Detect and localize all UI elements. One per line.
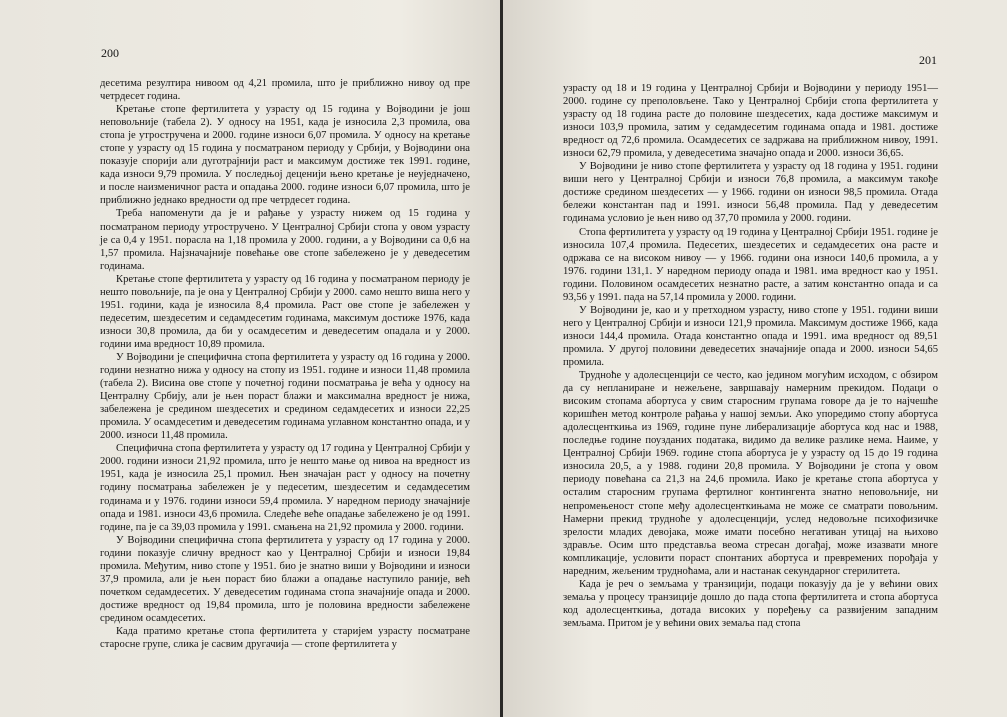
right-page-body	[563, 82, 938, 630]
left-page-body	[100, 77, 470, 651]
paragraph: У Војводини је специфична стопа фертилитета у узрасту од 16 година у 2000. години незнатно нижа у односу на стопу из 1951. године и износи 11,48 промила (табела 2). Висина ове стопе у почетној години посматрања је већа у односу на Централну Србију, али је њен пораст блажи и максимална вредност је нижа, забележена је средином шездесетих и средином седамдесетих и износи 22,25 промила. У осамдесетим и деведесетим годинама углавном константно опада, и у 2000. износи 11,48 промила.	[100, 351, 470, 442]
paragraph: Када пратимо кретање стопа фертилитета у старијем узрасту посматране старосне групе, слика је сасвим другачија — стопе фертилитета у	[100, 625, 470, 651]
paragraph: Трудноће у адолесценцији се често, као једином могућим исходом, с обзиром да су непланиране и нежељене, завршавају намерним прекидом. Подаци о високим стопама абортуса у свим старосним групама говоре да је то најчешће коришћен метод контроле рађања у нашој земљи. Ако упоредимо стопу абортуса адолесценткиња из 1969, године пуне либерализације абортуса код нас и 1988, последње године поузданих података, видимо да велике разлике нема. Наиме, у Централној Србији 1969. године стопа абортуса је у узрасту од 15 до 19 година износила 20,5, а у 1988. години 20,8 промила. У Војводини је стопа у овом периоду повећана са 21,3 на 24,6 промила. Иако је кретање стопа абортуса у осталим старосним групама фертилног контингента знатно неповољније, ни непромењеност стопе међу адолесценткињама не може се сматрати повољним. Намерни прекид трудноће у адолесценцији, услед недовољне психофизичке зрелости младих девојака, може имати посебно негативан утицај на њихово здравље. Осим што представља веома стресан догађај, може изазвати многе компликације, условити пораст спонтаних абортуса и превремених порођаја у наредним, жељеним трудноћама, али и настанак секундарног стерилитета.	[563, 370, 938, 577]
paragraph: десетима резултира нивоом од 4,21 промила, што је приближно нивоу од пре четрдесет година.	[100, 78, 470, 103]
page-number-left: 200	[101, 46, 119, 60]
page-number-right: 201	[919, 53, 937, 67]
paragraph: У Војводини специфична стопа фертилитета у узрасту од 17 година у 2000. години показује сличну вредност као у Централној Србији и износи 19,84 промила. Међутим, ниво стопе у 1951. био је знатно виши у Војводини и износи 37,9 промила, али је њен пораст био блажи а опадање наступило раније, већ почетком седамдесетих. У деведесетим годинама стопа значајније опада и 2000. достиже вредност од 19,84 промила, што је половина вредности забележене средином осамдесетих.	[100, 534, 470, 624]
paragraph: Када је реч о земљама у транзицији, подаци показују да је у већини ових земаља у процесу транзиције дошло до пада стопа фертилитета и стопа абортуса код адолесценткиња, дотада високих у поређењу са развијеним западним земљама. Притом је у већини ових земаља пад стопа	[563, 578, 938, 629]
paragraph: Стопа фертилитета у узрасту од 19 година у Централној Србији 1951. године је износила 107,4 промила. Педесетих, шездесетих и седамдесетих она расте и одржава се на високом нивоу — у 1966. години она износи 140,6 промила, а у 1976. години 131,1. У наредном периоду опада и 1981. има вредност као у 1951. години. Половином осамдесетих незнатно расте, а затим константно опада и са 93,56 у 1991. пада на 57,14 промила у 2000. години.	[563, 226, 938, 303]
paragraph: Треба напоменути да је и рађање у узрасту нижем од 15 година у посматраном периоду утростручено. У Централној Србији стопа у овом узрасту је са 0,4 у 1951. порасла на 1,18 промила у 2000. години, а у Војводини са 0,6 на 1,57 промила. Најзначајније повећање ове стопе забележено је у деведесетим годинама.	[100, 208, 470, 272]
left-page	[0, 0, 500, 717]
paragraph: Специфична стопа фертилитета у узрасту од 17 година у Централној Србији у 2000. години износи 21,92 промила, што је нешто мање од нивоа на вредност из 1951, када је износила 25,1 промил. Њен значајан раст у односу на почетну годину посматрања забележен је у педесетим, шездесетим и седамдесетим годинама и у 1976. години износи 59,4 промила. У наредном периоду значајније опада и 1981. износи 43,6 промила. Следеће веће опадање забележено је од 1991. године, па је са 39,03 промила у 1991. смањена на 21,92 промила у 2000. години.	[100, 443, 470, 533]
paragraph: У Војводини је, као и у претходном узрасту, ниво стопе у 1951. години виши него у Централној Србији и износи 121,9 промила. Максимум достиже 1966, када износи 144,4 промила. Отада константно опада и 1991. има вредност од 89,51 промила. У другој половини деведесетих значајније опада и 2000. износи 54,65 промила.	[563, 304, 938, 368]
paragraph: узрасту од 18 и 19 година у Централној Србији и Војводини у периоду 1951—2000. године су преполовљене. Тако у Централној Србији стопа фертилитета у узрасту од 18 година расте до половине шездесетих, када достиже максимум и износи 103,9 промила, затим у седамдесетим годинама опада и 1981. достиже вредност од 72,6 промила. Осамдесетих се задржава на приближном нивоу, 1991. износи 62,79 промила, у деведесетима значајно опада и 2000. износи 36,65.	[563, 83, 938, 160]
right-page	[503, 0, 1007, 717]
paragraph: Кретање стопе фертилитета у узрасту од 16 година у посматраном периоду је нешто повољније, па је она у Централној Србији у 2000. само нешто виша него у 1951. години, када је износила 8,4 промила. Раст ове стопе је забележен у педесетим, шездесетим и седамдесетим годинама, максимум достиже 1976, када износи 30,8 промила, да би у осамдесетим и деведесетим опадала и у 2000. години има вредност 10,89 промила.	[100, 273, 470, 350]
paragraph: У Војводини је ниво стопе фертилитета у узрасту од 18 година у 1951. години виши него у Централној Србији и износи 76,8 промила, а максимум такође достиже средином шездесетих — у 1966. години он износи 98,5 промила. Отада бележи константан пад и 1991. износи 56,48 промила. Пад у деведесетим годинама условио је њен ниво од 37,70 промила у 2000. години.	[563, 161, 938, 225]
paragraph: Кретање стопе фертилитета у узрасту од 15 година у Војводини је још неповољније (табела 2). У односу на 1951, када је износила 2,3 промила, ова стопа је утростручена и 2000. године износи 6,07 промила. У односу на кретање стопе у узрасту од 15 година у посматраном периоду у Србији, у Војводини она показује спорији али дуготрајнији раст и максимум достиже тек 1991. године, када износи 9,79 промила. У последњој деценији њено кретање је неуједначено, и после наизменичног раста и опадања 2000. године износи 6,07 промила, што је приближно једнако вредности од пре четрдесет година.	[100, 104, 470, 207]
